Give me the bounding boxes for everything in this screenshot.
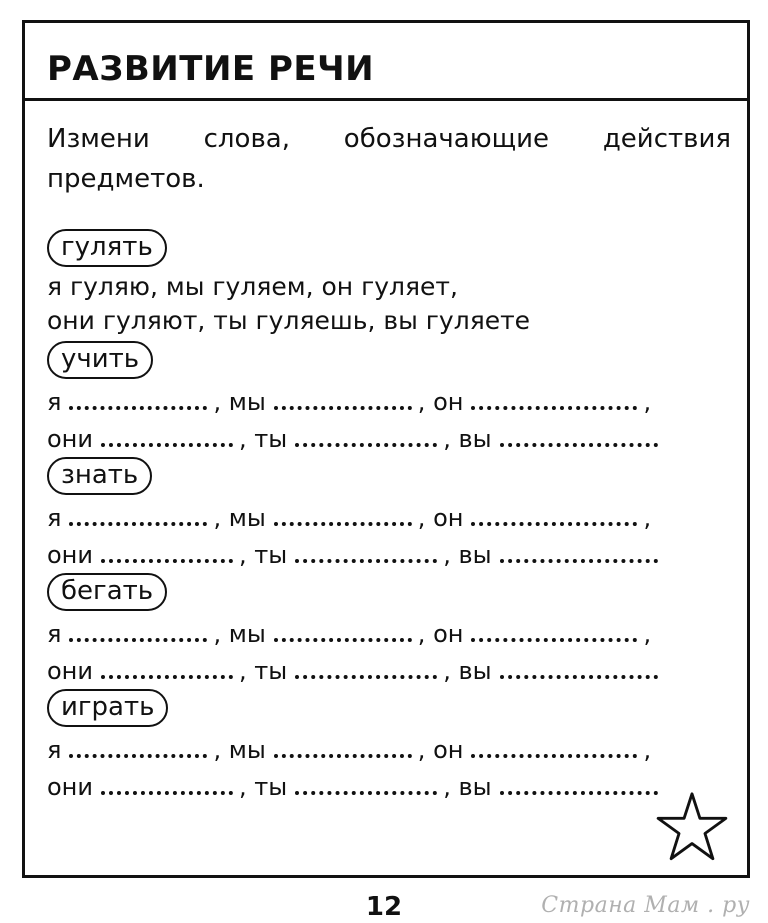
pronoun-ya: я xyxy=(47,388,62,416)
blank[interactable] xyxy=(295,435,437,447)
blank[interactable] xyxy=(295,667,437,679)
answer-line-1: я , мы , он , xyxy=(47,504,652,532)
pronoun-my: мы xyxy=(228,620,266,648)
verb-bubble: учить xyxy=(47,341,153,379)
blank[interactable] xyxy=(295,783,437,795)
pronoun-my: мы xyxy=(228,504,266,532)
pronoun-oni: они xyxy=(47,541,93,569)
pronoun-on: он xyxy=(433,388,464,416)
example-line-1: я гуляю, мы гуляем, он гуляет, xyxy=(47,272,458,301)
pronoun-ya: я xyxy=(47,504,62,532)
answer-line-2: они , ты , вы xyxy=(47,773,737,801)
blank[interactable] xyxy=(101,667,233,679)
answer-line-1: я , мы , он , xyxy=(47,388,652,416)
example-block xyxy=(47,229,737,335)
watermark: Страна Мам . ру xyxy=(541,893,750,918)
verb-bubble: гулять xyxy=(47,229,167,267)
blank[interactable] xyxy=(471,398,637,410)
blank[interactable] xyxy=(500,551,658,563)
pronoun-on: он xyxy=(433,620,464,648)
blank[interactable] xyxy=(69,746,207,758)
pronoun-vy: вы xyxy=(458,773,492,801)
blank[interactable] xyxy=(101,435,233,447)
blank[interactable] xyxy=(274,630,412,642)
exercise-block xyxy=(47,341,737,453)
pronoun-ty: ты xyxy=(254,425,288,453)
pronoun-ty: ты xyxy=(254,657,288,685)
blank[interactable] xyxy=(500,667,658,679)
answer-line-2: они , ты , вы xyxy=(47,425,737,453)
blank[interactable] xyxy=(274,514,412,526)
worksheet-frame xyxy=(22,20,750,878)
blank[interactable] xyxy=(295,551,437,563)
pronoun-my: мы xyxy=(228,736,266,764)
verb-bubble: играть xyxy=(47,689,168,727)
blank[interactable] xyxy=(471,630,637,642)
pronoun-ty: ты xyxy=(254,773,288,801)
example-line-2: они гуляют, ты гуляешь, вы гуляете xyxy=(47,306,531,335)
blank[interactable] xyxy=(274,398,412,410)
page-title: РАЗВИТИЕ РЕЧИ xyxy=(47,49,375,89)
pronoun-oni: они xyxy=(47,425,93,453)
pronoun-oni: они xyxy=(47,657,93,685)
answer-line-1: я , мы , он , xyxy=(47,736,652,764)
blank[interactable] xyxy=(101,783,233,795)
pronoun-oni: они xyxy=(47,773,93,801)
verb-bubble: знать xyxy=(47,457,152,495)
blank[interactable] xyxy=(500,783,658,795)
answer-line-1: я , мы , он , xyxy=(47,620,652,648)
exercise-block xyxy=(47,573,737,685)
pronoun-vy: вы xyxy=(458,541,492,569)
pronoun-ty: ты xyxy=(254,541,288,569)
title-bar xyxy=(25,23,747,101)
page-number: 12 xyxy=(365,892,403,922)
blank[interactable] xyxy=(274,746,412,758)
pronoun-on: он xyxy=(433,504,464,532)
pronoun-vy: вы xyxy=(458,657,492,685)
instruction-text: Измени слова, обозначающие действия предметов. xyxy=(47,124,731,194)
pronoun-ya: я xyxy=(47,620,62,648)
pronoun-vy: вы xyxy=(458,425,492,453)
verb-bubble: бегать xyxy=(47,573,167,611)
exercise-block xyxy=(47,457,737,569)
blank[interactable] xyxy=(471,746,637,758)
blank[interactable] xyxy=(69,514,207,526)
pronoun-ya: я xyxy=(47,736,62,764)
blank[interactable] xyxy=(500,435,658,447)
answer-line-2: они , ты , вы xyxy=(47,657,737,685)
blank[interactable] xyxy=(101,551,233,563)
blank[interactable] xyxy=(69,630,207,642)
blank[interactable] xyxy=(471,514,637,526)
blank[interactable] xyxy=(69,398,207,410)
answer-line-2: они , ты , вы xyxy=(47,541,737,569)
pronoun-on: он xyxy=(433,736,464,764)
star-outline-icon xyxy=(655,791,729,863)
pronoun-my: мы xyxy=(228,388,266,416)
exercise-block xyxy=(47,689,737,801)
